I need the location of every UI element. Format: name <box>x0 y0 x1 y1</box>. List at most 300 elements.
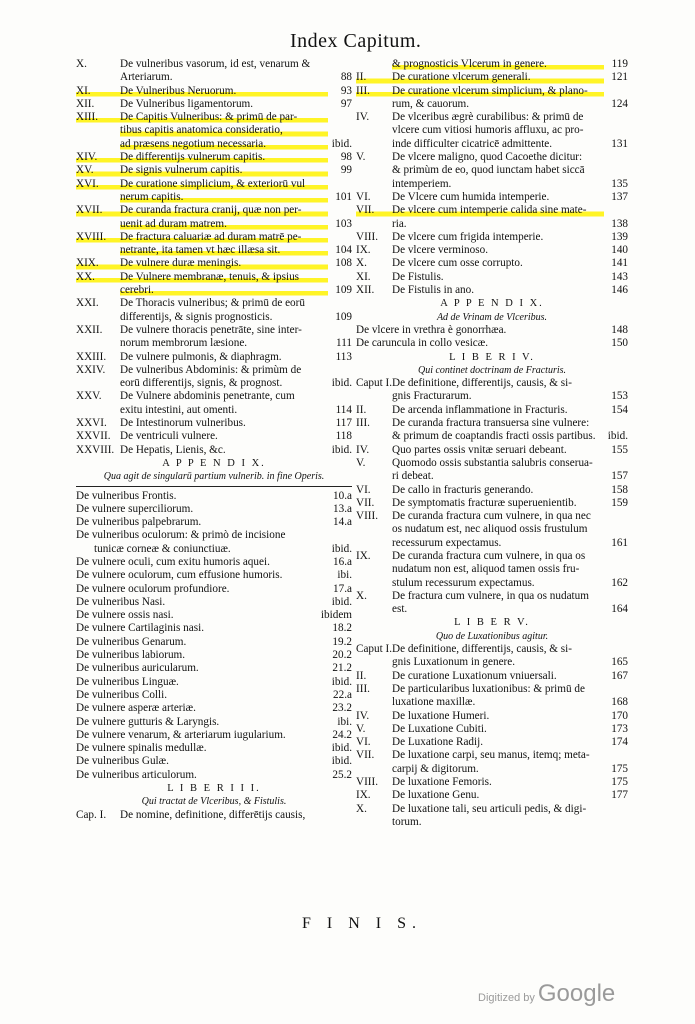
chapter-number: VII. <box>356 204 392 217</box>
index-entry <box>356 430 628 443</box>
page-number: ibid. <box>331 377 352 390</box>
chapter-title: De Vulnere membranæ, tenuis, & ipsius <box>120 271 328 284</box>
chapter-title: De curatione vlcerum generali. <box>392 71 604 84</box>
page-number: ibid. <box>331 675 352 688</box>
book-heading: L I B E R I V. <box>449 351 535 363</box>
chapter-number: IV. <box>356 443 370 456</box>
page-number: 114 <box>335 403 352 416</box>
index-entry <box>76 622 352 635</box>
chapter-title: De vulneribus Abdominis: & primùm de <box>120 363 302 376</box>
page-number: 170 <box>611 709 628 722</box>
index-entry <box>76 444 352 457</box>
book-subheading: Qui tractat de Vlceribus, & Fistulis. <box>141 796 287 808</box>
chapter-number: XI. <box>356 270 371 283</box>
chapter-title: inde difficulter cicatricē admittente. <box>392 137 553 150</box>
chapter-number: Cap. I. <box>76 808 107 821</box>
chapter-number: X. <box>76 58 87 70</box>
page-number: 153 <box>611 390 628 403</box>
page-number: 10.a <box>333 489 352 502</box>
page-number: 146 <box>611 284 628 297</box>
chapter-number: VII. <box>356 749 375 762</box>
page-number: 121 <box>611 71 628 84</box>
google-logo: Google <box>537 980 616 1007</box>
chapter-title: De vulneribus auricularum. <box>76 662 199 675</box>
index-entry <box>356 749 628 762</box>
chapter-title: gnis Luxationum in genere. <box>392 656 516 669</box>
page-number: 162 <box>611 576 628 589</box>
chapter-title: & primùm de eo, quod iunctam habet siccā <box>392 164 585 177</box>
page-number: 20.2 <box>332 649 352 662</box>
index-entry <box>356 191 628 204</box>
index-entry <box>76 742 352 755</box>
index-entry <box>76 98 352 111</box>
chapter-number: II. <box>356 403 367 416</box>
index-entry <box>76 689 352 702</box>
chapter-number: III. <box>356 85 392 98</box>
index-entry <box>356 231 628 244</box>
page-number: 16.a <box>333 555 352 568</box>
chapter-number: IX. <box>356 789 371 802</box>
chapter-title: uenit ad duram matrem. <box>120 218 328 231</box>
page-number: 165 <box>611 656 628 669</box>
page-number: 99 <box>340 164 352 177</box>
chapter-title: De vulneribus Nasi. <box>76 595 166 608</box>
chapter-number: II. <box>356 71 392 84</box>
chapter-title: De vulneribus oculorum: & primò de incisione <box>76 529 286 542</box>
page-number: ibid. <box>331 443 352 456</box>
page-title: Index Capitum. <box>290 30 422 52</box>
index-entry <box>356 470 628 483</box>
chapter-title: De vulnere thoracis penetrāte, sine inter- <box>120 323 302 336</box>
chapter-title: De curanda fractura cum vulnere, in qua os <box>392 549 586 562</box>
chapter-title: De signis vulnerum capitis. <box>120 164 328 177</box>
chapter-title: De vulnere superciliorum. <box>76 502 194 515</box>
index-entry <box>356 164 628 177</box>
page-number: 14.a <box>333 516 352 529</box>
chapter-number: XXII. <box>76 323 103 336</box>
index-entry <box>356 763 628 776</box>
index-entry <box>356 111 628 124</box>
chapter-title: De luxatione Humeri. <box>392 709 490 722</box>
page-number: 159 <box>611 496 628 509</box>
chapter-title: De vulnere venarum, & arteriarum iugularium. <box>76 728 286 741</box>
chapter-title: ria. <box>392 217 407 230</box>
chapter-number: IX. <box>356 244 371 257</box>
left-column <box>76 58 352 822</box>
index-entry <box>76 529 352 542</box>
index-entry <box>356 244 628 257</box>
chapter-number: XXIV. <box>76 363 106 376</box>
index-entry <box>356 257 628 270</box>
chapter-number: V. <box>356 151 366 164</box>
index-entry <box>356 404 628 417</box>
chapter-title: De vlcere cum intemperie calida sine mate- <box>392 204 604 217</box>
chapter-title: De vlcere cum frigida intemperie. <box>392 230 544 243</box>
page-number: 140 <box>611 244 628 257</box>
chapter-number: XXV. <box>76 390 102 403</box>
chapter-number: III. <box>356 682 370 695</box>
chapter-title: recessurum expectamus. <box>392 536 502 549</box>
index-entry <box>76 390 352 403</box>
chapter-title: De vulneribus articulorum. <box>76 768 197 781</box>
index-entry <box>76 609 352 622</box>
index-entry <box>356 776 628 789</box>
chapter-number: III. <box>356 417 370 430</box>
index-entry <box>76 377 352 390</box>
index-entry <box>76 569 352 582</box>
chapter-title: De Luxatione Cubiti. <box>392 722 487 735</box>
chapter-title: De vulnere ossis nasi. <box>76 609 174 622</box>
chapter-number: IX. <box>356 549 371 562</box>
index-entry <box>76 702 352 715</box>
chapter-number: VIII. <box>356 510 379 523</box>
index-entry <box>76 244 352 257</box>
index-entry <box>356 58 628 71</box>
index-entry <box>356 417 628 430</box>
chapter-title: De Capitis Vulneribus: & primū de par- <box>120 111 328 124</box>
chapter-number: XV. <box>76 164 120 177</box>
index-entry <box>76 430 352 443</box>
chapter-title: De luxatione carpi, seu manus, itemq; meta- <box>392 749 590 762</box>
index-entry <box>356 85 628 98</box>
book-subheading: Quo de Luxationibus agitur. <box>435 630 549 642</box>
chapter-title: tibus capitis anatomica consideratio, <box>120 124 328 137</box>
page-number: 177 <box>611 789 628 802</box>
index-entry <box>356 723 628 736</box>
index-entry <box>356 656 628 669</box>
chapter-number: X. <box>356 589 367 602</box>
chapter-title: De luxatione Femoris. <box>392 776 492 789</box>
chapter-title: nerum capitis. <box>120 191 328 204</box>
index-entry <box>76 662 352 675</box>
chapter-number: XII. <box>356 284 375 297</box>
chapter-number: XIX. <box>76 257 120 270</box>
chapter-number: VI. <box>356 190 371 203</box>
chapter-title: & primum de coaptandis fracti ossis partibus. <box>392 430 596 443</box>
chapter-title: De fractura caluariæ ad duram matrē pe- <box>120 231 328 244</box>
index-entry <box>76 583 352 596</box>
index-entry <box>356 643 628 656</box>
chapter-title: De vulnere Cartilaginis nasi. <box>76 622 205 635</box>
chapter-title: vlcere cum vitiosi humoris affluxu, ac pro- <box>392 124 584 137</box>
chapter-title: De vulnere spinalis medullæ. <box>76 742 207 755</box>
index-entry <box>76 271 352 284</box>
page-number: 154 <box>611 403 628 416</box>
chapter-title: De symptomatis fracturæ superuenientib. <box>392 496 577 509</box>
index-entry <box>356 324 628 337</box>
chapter-number: V. <box>356 722 366 735</box>
page-number: 175 <box>611 776 628 789</box>
book-heading: L I B E R I I I. <box>167 783 261 795</box>
index-entry <box>356 670 628 683</box>
chapter-number: IV. <box>356 111 370 124</box>
page-number: 103 <box>335 217 352 230</box>
index-entry <box>76 636 352 649</box>
index-entry <box>76 178 352 191</box>
finis-text: F I N I S. <box>302 915 423 932</box>
page-number: 93 <box>340 84 352 97</box>
chapter-title: De vulnere duræ meningis. <box>120 257 328 270</box>
page-number: 88 <box>340 71 352 84</box>
index-entry <box>356 484 628 497</box>
chapter-title: De curanda fractura cum vulnere, in qua nec <box>392 510 591 523</box>
page-number: 118 <box>335 430 352 443</box>
chapter-title: nudatum non est, aliquod tamen ossis fru- <box>392 563 580 576</box>
page-number: 141 <box>611 257 628 270</box>
chapter-number: XIV. <box>76 151 120 164</box>
page-number: 137 <box>611 190 628 203</box>
index-entry <box>76 404 352 417</box>
page-number: ibid. <box>331 755 352 768</box>
page-number: ibidem <box>320 609 352 622</box>
page-number: 164 <box>611 603 628 616</box>
chapter-title: De Fistulis in ano. <box>392 284 475 297</box>
page-number: 22.a <box>333 688 352 701</box>
divider <box>76 486 352 487</box>
chapter-number: XIII. <box>76 111 120 124</box>
appendix-heading: A P P E N D I X. <box>162 457 266 469</box>
chapter-title: ri debeat. <box>392 470 434 483</box>
page-number: 167 <box>611 669 628 682</box>
chapter-number: XVIII. <box>76 231 120 244</box>
chapter-title: norum membrorum læsione. <box>120 337 248 350</box>
index-entry <box>76 85 352 98</box>
index-entry <box>356 510 628 523</box>
chapter-title: Arteriarum. <box>120 71 173 84</box>
chapter-title: carpij & digitorum. <box>392 762 479 775</box>
page-number: 108 <box>335 257 352 270</box>
chapter-number: XXVII. <box>76 430 111 443</box>
index-entry <box>76 596 352 609</box>
chapter-title: ad præsens negotium necessaria. <box>120 138 328 151</box>
chapter-title: De Hepatis, Lienis, &c. <box>120 443 226 456</box>
google-watermark <box>478 980 615 1008</box>
chapter-title: De curatione simplicium, & exteriorū vul <box>120 178 328 191</box>
chapter-number: XII. <box>76 97 95 110</box>
page-number: 25.2 <box>332 768 352 781</box>
chapter-title: De callo in fracturis generando. <box>392 483 534 496</box>
chapter-title: & prognosticis Vlcerum in genere. <box>392 58 604 71</box>
book-heading: L I B E R V. <box>454 617 530 629</box>
chapter-number: IV. <box>356 709 370 722</box>
index-entry <box>76 364 352 377</box>
index-entry <box>356 284 628 297</box>
index-entry <box>76 516 352 529</box>
index-entry <box>76 191 352 204</box>
chapter-title: De Thoracis vulneribus; & primū de eorū <box>120 297 305 310</box>
page-number: ibi. <box>337 715 352 728</box>
index-entry <box>356 377 628 390</box>
page-number: 139 <box>611 230 628 243</box>
page-number: 13.a <box>333 502 352 515</box>
index-entry <box>356 497 628 510</box>
chapter-number: Caput I. <box>356 643 393 656</box>
index-entry <box>356 271 628 284</box>
chapter-number: XVI. <box>76 178 120 191</box>
page-number: 161 <box>611 536 628 549</box>
index-entry <box>356 696 628 709</box>
index-entry <box>356 563 628 576</box>
page-number: 98 <box>340 151 352 164</box>
chapter-title: De vulneribus labiorum. <box>76 649 186 662</box>
chapter-title: exitu intestini, aut omenti. <box>120 403 238 416</box>
index-entry <box>76 351 352 364</box>
digitized-by-text: Digitized by <box>478 992 535 1004</box>
page-number: 23.2 <box>332 702 352 715</box>
index-entry <box>356 457 628 470</box>
chapter-title: De ventriculi vulnere. <box>120 430 218 443</box>
chapter-title: De vlcere verminoso. <box>392 244 488 257</box>
index-entry <box>76 716 352 729</box>
appendix-subheading: Ad de Vrinam de Vlceribus. <box>436 311 548 323</box>
index-entry <box>356 683 628 696</box>
index-entry <box>356 803 628 816</box>
index-entry <box>356 577 628 590</box>
page-number: ibid. <box>331 137 352 150</box>
index-entry <box>76 164 352 177</box>
appendix-subheading: Qua agit de singularū partium vulnerib. in fine Operis. <box>103 471 325 483</box>
chapter-title: De Luxatione Radij. <box>392 736 484 749</box>
chapter-title: luxatione maxillæ. <box>392 696 476 709</box>
index-entry <box>356 590 628 603</box>
page-number: 168 <box>611 696 628 709</box>
index-entry <box>76 257 352 270</box>
chapter-title: De vulneribus palpebrarum. <box>76 516 202 529</box>
index-entry <box>76 755 352 768</box>
page-number: 174 <box>611 736 628 749</box>
chapter-title: De Intestinorum vulneribus. <box>120 417 246 430</box>
chapter-title: De curatione Luxationum vniuersali. <box>392 669 557 682</box>
page-number: 173 <box>611 722 628 735</box>
chapter-title: De definitione, differentijs, causis, & si- <box>392 643 572 656</box>
index-entry <box>76 769 352 782</box>
chapter-title: De Vulnere abdominis penetrante, cum <box>120 390 295 403</box>
index-entry <box>76 503 352 516</box>
index-entry <box>356 550 628 563</box>
book-subheading: Qui continet doctrinam de Fracturis. <box>417 364 567 376</box>
chapter-title: intemperiem. <box>392 177 452 190</box>
chapter-title: De curatione vlcerum simplicium, & plano- <box>392 85 604 98</box>
page-number: 104 <box>335 244 352 257</box>
index-entry <box>76 231 352 244</box>
chapter-number: XXI. <box>76 297 99 310</box>
index-entry <box>76 311 352 324</box>
chapter-title: De vulnere oculorum profundiore. <box>76 582 230 595</box>
page-number: 97 <box>340 97 352 110</box>
chapter-number: XVII. <box>76 204 120 217</box>
page-number: ibid. <box>607 430 628 443</box>
chapter-title: netrante, ita tamen vt hæc illæsa sit. <box>120 244 328 257</box>
chapter-title: De luxatione tali, seu articuli pedis, & digi- <box>392 802 587 815</box>
index-entry <box>76 71 352 84</box>
page-number: 157 <box>611 470 628 483</box>
page-number: 113 <box>335 350 352 363</box>
chapter-title: De vulneribus Frontis. <box>76 489 177 502</box>
chapter-number: XXVI. <box>76 417 107 430</box>
chapter-title: Quomodo ossis substantia salubris conserua- <box>392 456 593 469</box>
index-entry <box>356 218 628 231</box>
page-number: 175 <box>611 762 628 775</box>
index-entry <box>76 490 352 503</box>
page-number: ibid. <box>331 742 352 755</box>
page-number: 24.2 <box>332 728 352 741</box>
page-number: 117 <box>335 417 352 430</box>
page-number: 111 <box>336 337 352 350</box>
index-entry <box>76 556 352 569</box>
index-entry <box>356 816 628 829</box>
chapter-title: De luxatione Genu. <box>392 789 480 802</box>
index-entry <box>356 337 628 350</box>
chapter-title: De vulnere asperæ arteriæ. <box>76 702 196 715</box>
chapter-number: VI. <box>356 483 371 496</box>
chapter-number: XX. <box>76 271 120 284</box>
chapter-title: De curanda fractura cranij, quæ non per- <box>120 204 328 217</box>
chapter-title: De vlcere in vrethra è gonorrhæa. <box>356 323 507 336</box>
chapter-title: os nudatum est, nec aliquod ossis frustulum <box>392 523 588 536</box>
chapter-title: tunicæ corneæ & coniunctiuæ. <box>94 542 231 555</box>
index-entry <box>76 204 352 217</box>
chapter-title: De vulnere oculorum, cum effusione humoris. <box>76 569 283 582</box>
index-entry <box>76 151 352 164</box>
chapter-title: stulum recessurum expectamus. <box>392 576 535 589</box>
page-number: 143 <box>611 270 628 283</box>
page-number: 150 <box>611 337 628 350</box>
chapter-title: De nomine, definitione, differētijs causis, <box>120 808 306 821</box>
chapter-title: De vlceribus ægrè curabilibus: & primū de <box>392 111 584 124</box>
index-entry <box>76 417 352 430</box>
index-entry <box>356 789 628 802</box>
chapter-title: De Vulneribus Neruorum. <box>120 85 328 98</box>
chapter-number: XXIII. <box>76 350 107 363</box>
index-entry <box>76 729 352 742</box>
chapter-title: Quo partes ossis vnitæ seruari debeant. <box>392 443 567 456</box>
index-entry <box>76 284 352 297</box>
index-entry <box>76 324 352 337</box>
chapter-number: VII. <box>356 496 375 509</box>
page-number: 131 <box>611 137 628 150</box>
page-number: 21.2 <box>332 662 352 675</box>
chapter-number: VI. <box>356 736 371 749</box>
chapter-title: torum. <box>392 815 422 828</box>
index-entry <box>356 390 628 403</box>
page-number: 124 <box>611 97 628 110</box>
index-entry <box>356 603 628 616</box>
chapter-number: X. <box>356 802 367 815</box>
chapter-title: rum, & cauorum. <box>392 97 470 110</box>
page-number: 158 <box>611 483 628 496</box>
page-number: 17.a <box>333 582 352 595</box>
chapter-title: De vulneribus vasorum, id est, venarum & <box>120 58 311 70</box>
chapter-title: De caruncula in collo vesicæ. <box>356 337 489 350</box>
chapter-title: De vulneribus Genarum. <box>76 635 187 648</box>
chapter-title: differentijs, & signis prognosticis. <box>120 310 273 323</box>
chapter-title: De vlcere maligno, quod Cacoethe dicitur: <box>392 151 583 164</box>
page-number: 135 <box>611 177 628 190</box>
index-entry <box>76 297 352 310</box>
index-entry <box>356 71 628 84</box>
page-number: 109 <box>335 310 352 323</box>
right-column <box>356 58 628 829</box>
chapter-title: est. <box>392 603 408 616</box>
index-entry <box>356 537 628 550</box>
page-number: 101 <box>335 190 352 203</box>
chapter-title: De fractura cum vulnere, in qua os nudatum <box>392 589 589 602</box>
chapter-title: De definitione, differentijs, causis, & si- <box>392 377 572 390</box>
index-entry <box>356 710 628 723</box>
chapter-title: De Vulneribus ligamentorum. <box>120 97 254 110</box>
index-entry <box>356 204 628 217</box>
index-entry <box>356 736 628 749</box>
